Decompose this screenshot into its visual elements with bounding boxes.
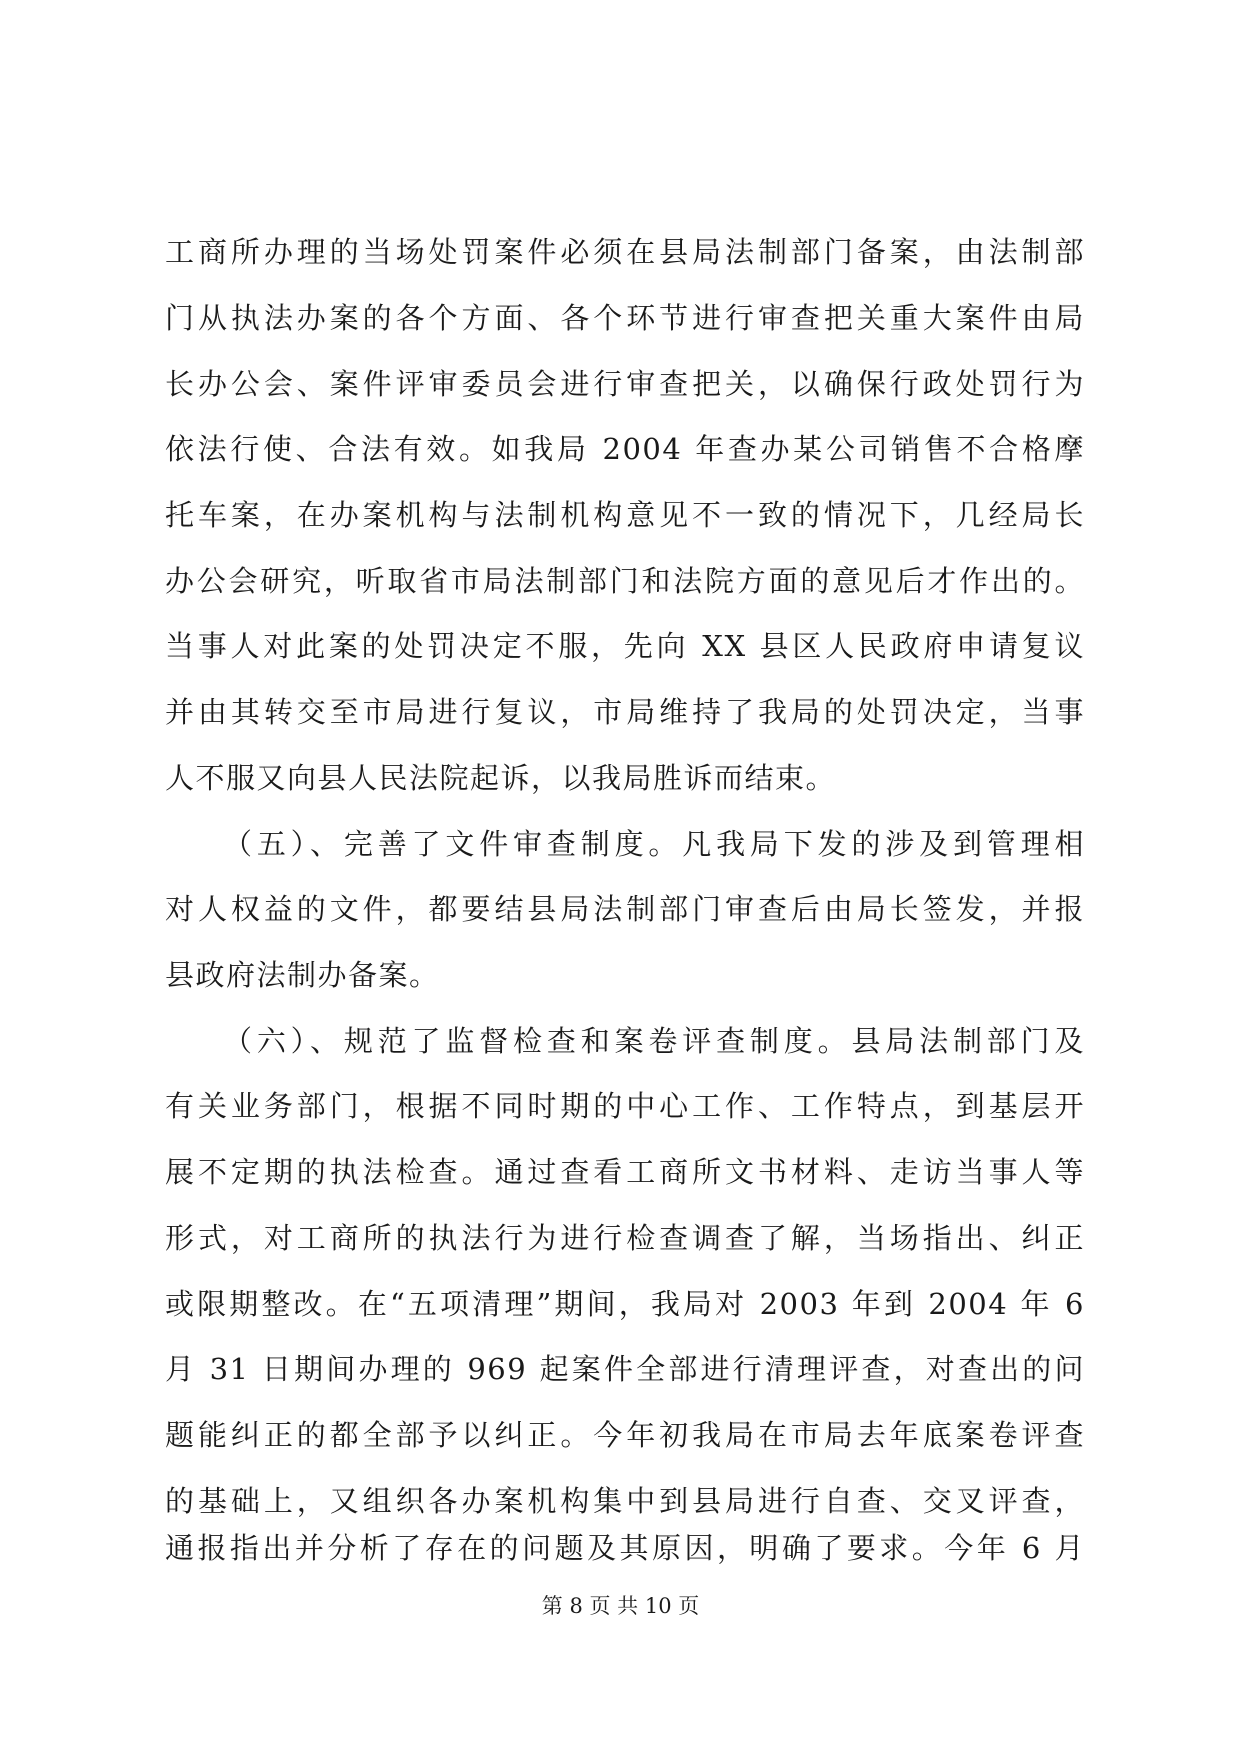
- body-text-line: 对人权益的文件，都要结县局法制部门审查后由局长签发，并报: [165, 892, 1085, 926]
- body-text-line: 有关业务部门，根据不同时期的中心工作、工作特点，到基层开: [165, 1089, 1085, 1123]
- body-text-line: 或限期整改。在“五项清理”期间，我局对 2003 年到 2004 年 6: [165, 1287, 1085, 1321]
- body-text-line: 长办公会、案件评审委员会进行审查把关，以确保行政处罚行为: [165, 367, 1085, 401]
- body-text-line: 展不定期的执法检查。通过查看工商所文书材料、走访当事人等: [165, 1155, 1085, 1189]
- body-text-line: 并由其转交至市局进行复议，市局维持了我局的处罚决定，当事: [165, 695, 1085, 729]
- body-text-line: 县政府法制办备案。: [165, 958, 440, 992]
- body-text-line: 托车案，在办案机构与法制机构意见不一致的情况下，几经局长: [165, 498, 1085, 532]
- page-number-footer: 第 8 页 共 10 页: [541, 1594, 700, 1618]
- body-text-line: 的基础上，又组织各办案机构集中到县局进行自查、交叉评查，: [165, 1484, 1085, 1518]
- body-text-line: 依法行使、合法有效。如我局 2004 年查办某公司销售不合格摩: [165, 432, 1085, 466]
- body-text-line: 月 31 日期间办理的 969 起案件全部进行清理评查，对查出的问: [165, 1352, 1085, 1386]
- body-text-line: 通报指出并分析了存在的问题及其原因，明确了要求。今年 6 月: [165, 1531, 1085, 1565]
- body-text-line: 题能纠正的都全部予以纠正。今年初我局在市局去年底案卷评查: [165, 1418, 1085, 1452]
- section-heading-line: （五）、完善了文件审查制度。凡我局下发的涉及到管理相: [223, 827, 1085, 861]
- body-text-line: 人不服又向县人民法院起诉，以我局胜诉而结束。: [165, 761, 837, 795]
- section-heading-line: （六）、规范了监督检查和案卷评查制度。县局法制部门及: [223, 1024, 1085, 1058]
- body-text-line: 办公会研究，听取省市局法制部门和法院方面的意见后才作出的。: [165, 564, 1085, 598]
- body-text-line: 形式，对工商所的执法行为进行检查调查了解，当场指出、纠正: [165, 1221, 1085, 1255]
- body-text-line: 工商所办理的当场处罚案件必须在县局法制部门备案，由法制部: [165, 235, 1085, 269]
- body-text-line: 门从执法办案的各个方面、各个环节进行审查把关重大案件由局: [165, 301, 1085, 335]
- body-text-line: 当事人对此案的处罚决定不服，先向 XX 县区人民政府申请复议: [165, 629, 1085, 663]
